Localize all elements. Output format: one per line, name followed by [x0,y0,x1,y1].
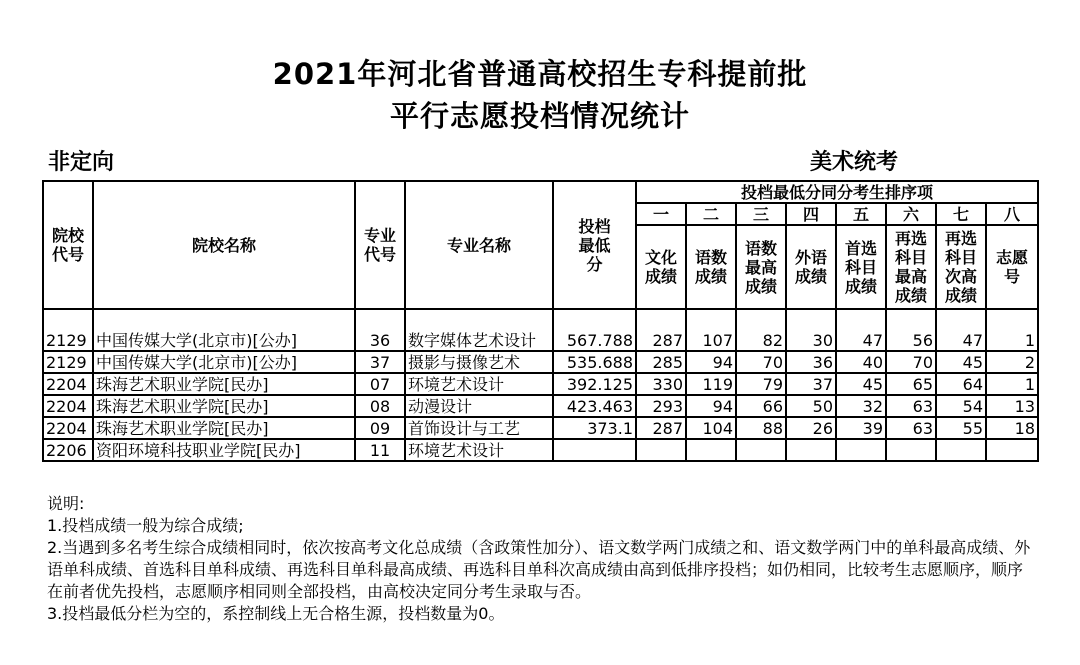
score-cell: 40 [836,351,886,373]
score-cell: 39 [836,417,886,439]
score-cell [686,439,736,461]
table-row [43,439,1038,461]
score-cell: 285 [636,351,686,373]
score-cell: 26 [786,417,836,439]
min-score-cell: 535.688 [553,351,636,373]
score-cell [836,439,886,461]
header-ranking-group: 投档最低分同分考生排序项 [636,181,1038,203]
score-cell: 37 [786,373,836,395]
note-item: 2.当遇到多名考生综合成绩相同时，依次按高考文化总成绩（含政策性加分）、语文数学两门成绩之和、语文数学两门中的单科最高成绩、外语单科成绩、首选科目单科成绩、再选科目单科最高成绩、再选科目单科次高成绩由高到低排序投档；如仍相同，比较考生志愿顺序，顺序在前者优先投档，志愿顺序相同则全部投档，由高校决定同分考生录取与否。 [47,538,1031,601]
min-score-cell: 567.788 [553,309,636,351]
header-item: 志愿 号 [986,225,1038,309]
score-cell: 79 [736,373,786,395]
header-item: 语数 成绩 [686,225,736,309]
major-name-cell: 数字媒体艺术设计 [405,309,553,351]
score-cell [786,439,836,461]
admission-table [42,180,1039,462]
note-item: 3.投档最低分栏为空的，系控制线上无合格生源，投档数量为0。 [47,604,505,623]
score-cell: 64 [936,373,986,395]
header-rank: 八 [986,203,1038,225]
score-cell: 287 [636,309,686,351]
major-code-cell: 08 [355,395,405,417]
table-row [43,417,1038,439]
major-name-cell: 摄影与摄像艺术 [405,351,553,373]
major-name-cell: 环境艺术设计 [405,373,553,395]
score-cell: 82 [736,309,786,351]
note-item: 1.投档成绩一般为综合成绩; [47,516,244,535]
header-major-code: 专业 代号 [355,181,405,309]
score-cell: 66 [736,395,786,417]
school-code-cell: 2204 [43,373,93,395]
header-rank: 五 [836,203,886,225]
header-rank: 三 [736,203,786,225]
school-code-cell: 2204 [43,417,93,439]
school-name-cell: 珠海艺术职业学院[民办] [93,373,355,395]
min-score-cell: 373.1 [553,417,636,439]
score-cell [636,439,686,461]
score-cell: 55 [936,417,986,439]
score-cell: 45 [936,351,986,373]
exam-type-label: 美术统考 [810,150,899,175]
score-cell: 119 [686,373,736,395]
score-cell: 18 [986,417,1038,439]
school-name-cell: 中国传媒大学(北京市)[公办] [93,309,355,351]
score-cell: 65 [886,373,936,395]
header-item: 首选 科目 成绩 [836,225,886,309]
notes-heading: 说明: [47,494,85,513]
major-code-cell: 07 [355,373,405,395]
header-rank: 六 [886,203,936,225]
header-rank: 七 [936,203,986,225]
score-cell [986,439,1038,461]
score-cell [936,439,986,461]
score-cell: 36 [786,351,836,373]
header-item: 语数 最高 成绩 [736,225,786,309]
school-name-cell: 珠海艺术职业学院[民办] [93,395,355,417]
score-cell: 50 [786,395,836,417]
header-item: 再选 科目 次高 成绩 [936,225,986,309]
score-cell [736,439,786,461]
table-row [43,395,1038,417]
score-cell: 88 [736,417,786,439]
min-score-cell: 423.463 [553,395,636,417]
school-code-cell: 2129 [43,309,93,351]
header-item: 外语 成绩 [786,225,836,309]
score-cell: 70 [736,351,786,373]
table-row [43,309,1038,351]
score-cell: 32 [836,395,886,417]
min-score-cell: 392.125 [553,373,636,395]
major-code-cell: 36 [355,309,405,351]
header-rank: 一 [636,203,686,225]
major-name-cell: 首饰设计与工艺 [405,417,553,439]
score-cell: 104 [686,417,736,439]
school-name-cell: 资阳环境科技职业学院[民办] [93,439,355,461]
score-cell: 56 [886,309,936,351]
page-title: 2021年河北省普通高校招生专科提前批 [272,57,808,91]
school-name-cell: 中国传媒大学(北京市)[公办] [93,351,355,373]
header-school-name: 院校名称 [93,181,355,309]
header-major-name: 专业名称 [405,181,553,309]
header-school-code: 院校 代号 [43,181,93,309]
school-code-cell: 2206 [43,439,93,461]
score-cell: 1 [986,373,1038,395]
score-cell: 63 [886,417,936,439]
page-subtitle: 平行志愿投档情况统计 [389,99,690,133]
score-cell: 63 [886,395,936,417]
score-cell: 94 [686,395,736,417]
header-item: 再选 科目 最高 成绩 [886,225,936,309]
score-cell: 13 [986,395,1038,417]
header-min-score: 投档 最低 分 [553,181,636,309]
major-code-cell: 11 [355,439,405,461]
score-cell: 47 [936,309,986,351]
school-name-cell: 珠海艺术职业学院[民办] [93,417,355,439]
score-cell: 293 [636,395,686,417]
table-row [43,351,1038,373]
score-cell: 30 [786,309,836,351]
major-name-cell: 环境艺术设计 [405,439,553,461]
score-cell: 54 [936,395,986,417]
major-code-cell: 09 [355,417,405,439]
score-cell: 330 [636,373,686,395]
school-code-cell: 2204 [43,395,93,417]
category-label: 非定向 [48,150,115,175]
major-code-cell: 37 [355,351,405,373]
header-rank: 四 [786,203,836,225]
major-name-cell: 动漫设计 [405,395,553,417]
header-rank: 二 [686,203,736,225]
score-cell: 107 [686,309,736,351]
header-item: 文化 成绩 [636,225,686,309]
score-cell [886,439,936,461]
score-cell: 47 [836,309,886,351]
score-cell: 287 [636,417,686,439]
score-cell: 45 [836,373,886,395]
school-code-cell: 2129 [43,351,93,373]
score-cell: 2 [986,351,1038,373]
notes-section [47,493,1037,625]
table-row [43,373,1038,395]
min-score-cell [553,439,636,461]
score-cell: 1 [986,309,1038,351]
score-cell: 94 [686,351,736,373]
score-cell: 70 [886,351,936,373]
